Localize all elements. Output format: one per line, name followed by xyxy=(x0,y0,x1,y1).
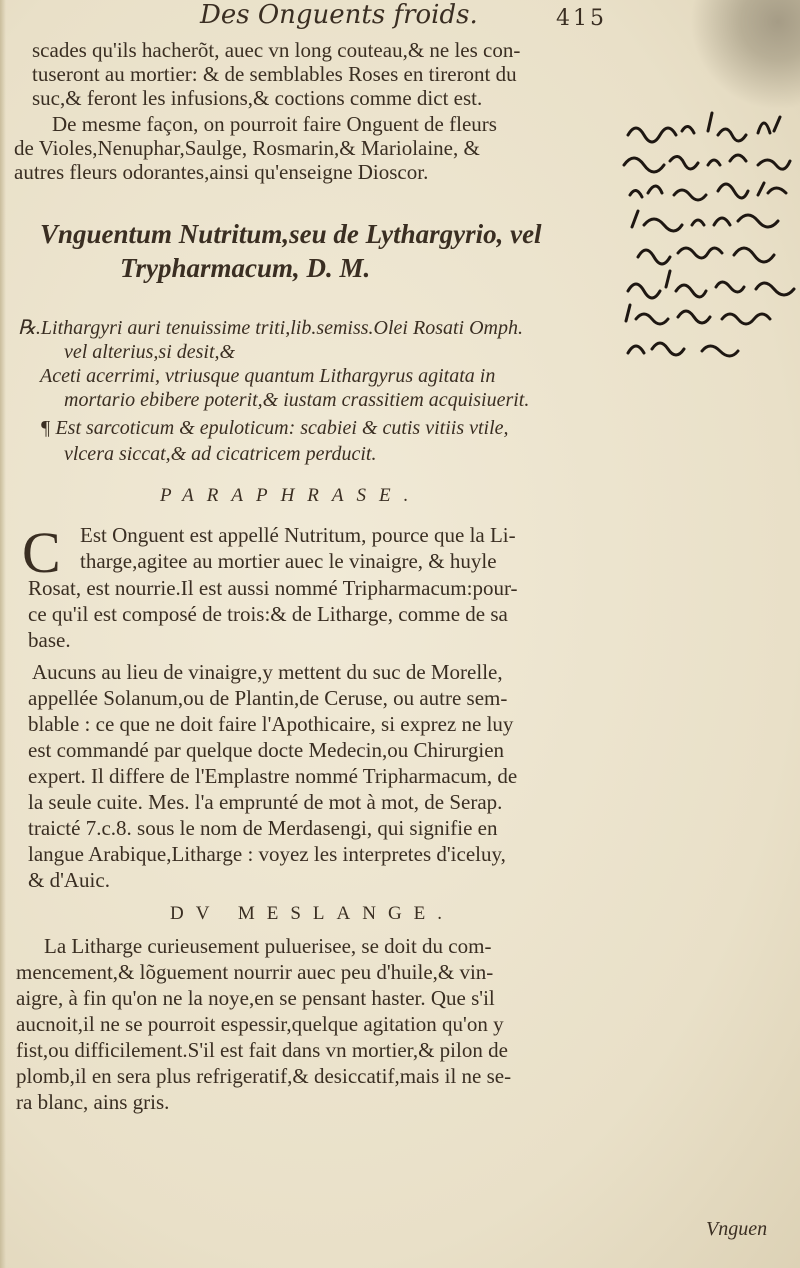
section-heading: PARAPHRASE. xyxy=(160,485,422,506)
text-line: autres fleurs odorantes,ainsi qu'enseigne Dioscor. xyxy=(14,160,429,184)
text-line: de Violes,Nenuphar,Saulge, Rosmarin,& Mariolaine, & xyxy=(14,136,480,160)
corner-stain xyxy=(690,0,800,110)
text-line: aigre, à fin qu'on ne la noye,en se pensant haster. Que s'il xyxy=(16,986,495,1010)
text-line: tharge,agitee au mortier auec le vinaigre, & huyle xyxy=(80,549,497,573)
recipe-line: ¶ Est sarcoticum & epuloticum: scabiei & cutis vitiis vtile, xyxy=(40,417,509,439)
recipe-line: vel alterius,si desit,& xyxy=(64,341,236,363)
recipe-title: Vnguentum Nutritum,seu de Lythargyrio, vel xyxy=(40,219,542,249)
recipe-title: Trypharmacum, D. M. xyxy=(120,253,371,283)
text-line: La Litharge curieusement puluerisee, se doit du com- xyxy=(44,934,492,958)
text-line: De mesme façon, on pourroit faire Onguent de fleurs xyxy=(52,112,497,136)
running-head: Des Onguents froids. xyxy=(200,0,478,30)
recipe-line: vlcera siccat,& ad cicatricem perducit. xyxy=(64,443,377,465)
text-line: base. xyxy=(28,628,71,652)
text-line: blable : ce que ne doit faire l'Apothicaire, si exprez ne luy xyxy=(28,712,514,736)
text-line: suc,& feront les infusions,& coctions comme dict est. xyxy=(32,86,483,110)
recipe-line: Aceti acerrimi, vtriusque quantum Lithargyrus agitata in xyxy=(40,365,496,387)
text-line: Rosat, est nourrie.Il est aussi nommé Tripharmacum:pour- xyxy=(28,576,518,600)
recipe-line: ℞.Lithargyri auri tenuissime triti,lib.semiss.Olei Rosati Omph. xyxy=(18,317,523,339)
text-line: appellée Solanum,ou de Plantin,de Ceruse, ou autre sem- xyxy=(28,686,508,710)
text-line: langue Arabique,Litharge : voyez les interpretes d'iceluy, xyxy=(28,842,506,866)
text-line: ce qu'il est composé de trois:& de Litharge, comme de sa xyxy=(28,602,508,626)
text-line: expert. Il differe de l'Emplastre nommé Tripharmacum, de xyxy=(28,764,518,788)
page-header xyxy=(200,0,630,36)
text-line: plomb,il en sera plus refrigeratif,& desiccatif,mais il ne se- xyxy=(16,1064,512,1088)
text-line: Aucuns au lieu de vinaigre,y mettent du suc de Morelle, xyxy=(32,660,503,684)
text-line: & d'Auic. xyxy=(28,868,110,892)
page-edge-shadow xyxy=(0,0,6,1268)
text-line: ra blanc, ains gris. xyxy=(16,1090,170,1114)
text-line: tuseront au mortier: & de semblables Roses en tireront du xyxy=(32,62,517,86)
text-line: la seule cuite. Mes. l'a emprunté de mot à mot, de Serap. xyxy=(28,790,503,814)
text-line: mencement,& lõguement nourrir auec peu d'huile,& vin- xyxy=(16,960,494,984)
text-line: est commandé par quelque docte Medecin,ou Chirurgien xyxy=(28,738,505,762)
recipe-line: mortario ebibere poterit,& iustam crassitiem acquisiuerit. xyxy=(64,389,530,411)
text-line: traicté 7.c.8. sous le nom de Merdasengi, qui signifie en xyxy=(28,816,498,840)
catchword: Vnguen xyxy=(706,1218,768,1240)
text-line: scades qu'ils hacherõt, auec vn long couteau,& ne les con- xyxy=(32,38,521,62)
text-line: fist,ou difficilement.S'il est fait dans vn mortier,& pilon de xyxy=(16,1038,508,1062)
text-line: Est Onguent est appellé Nutritum, pource que la Li- xyxy=(80,523,516,547)
page-number: 415 xyxy=(556,6,607,31)
section-heading: DV MESLANGE. xyxy=(170,903,455,924)
handwritten-margin-note xyxy=(618,95,800,385)
drop-cap: C xyxy=(22,520,61,585)
text-line: aucnoit,il ne se pourroit espessir,quelque agitation qu'on y xyxy=(16,1012,504,1036)
